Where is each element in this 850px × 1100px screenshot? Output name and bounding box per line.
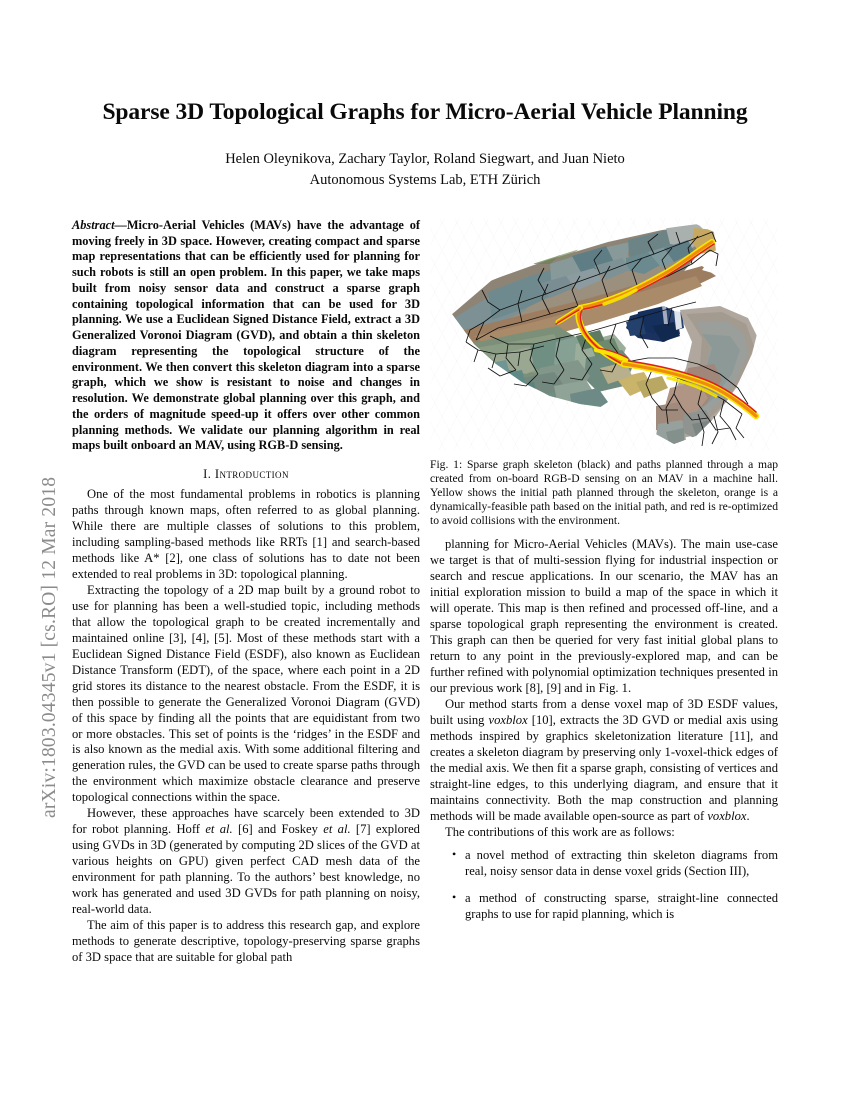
arxiv-stamp-text: arXiv:1803.04345v1 [cs.RO] 12 Mar 2018: [39, 476, 60, 818]
rp2-seg1: Our method starts from a dense voxel map of 3D ESDF values, built using: [430, 697, 778, 728]
list-item: • a novel method of extracting thin skeleton diagrams from real, noisy sensor data in dense voxel grids (Section III),: [452, 848, 778, 880]
arxiv-stamp: [0, 0, 58, 1100]
author-affiliation: Autonomous Systems Lab, ETH Zürich: [309, 172, 541, 189]
contributions-intro: The contributions of this work are as follows:: [445, 824, 675, 839]
intro-paragraph-2: Extracting the topology of a 2D map built by a ground robot to use for planning has been a well-studied topic, including methods that allow the topological graph to be created incrementally and maintained online [3], [4], [5]. Most of these methods start with a Euclidean Signed Distance Field (ESDF), also known as Euclidean Distance Transform (EDT), of the space, where each point in a 2D grid stores its distance to the nearest obstacle. From the ESDF, it is then possible to generate the Generalized Voronoi Diagram (GVD) of this space by finding all the points that are equidistant from two or more obstacles. This set of points is the ‘ridges’ in the ESDF and is also known as the medial axis. With some additional filtering and generation rules, the GVD can be used to create sparse paths through the environment which maximize obstacle clearance and preserve topological connections within the space.: [72, 582, 420, 805]
contributions-list: [430, 848, 778, 923]
par3-italic-1: et al.: [205, 822, 233, 837]
right-paragraph-1: planning for Micro-Aerial Vehicles (MAVs). The main use-case we target is that of multi-session flying for industrial inspection or search and rescue applications. In our scenario, the MAV has an initial exploration mission to build a map of the space in which it will operate. This map is then refined and processed off-line, and a sparse topological graph representing the environment is created. This graph can then be queried for very fast initial global plans to return to any point in the previously-explored map, and can be further refined with polynomial optimization techniques presented in our previous work [8], [9] and in Fig. 1.: [430, 537, 778, 696]
par3-seg2: [6] and Foskey: [232, 822, 324, 837]
abstract-text: Micro-Aerial Vehicles (MAVs) have the advantage of moving freely in 3D space. However, creating compact and sparse map representations that can be efficiently used for planning for such robots is still an open problem. In this paper, we take maps built from noisy sensor data and construct a sparse graph containing topological information that can be used for 3D planning. We use a Euclidean Signed Distance Field, extract a 3D Generalized Voronoi Diagram (GVD), and obtain a thin skeleton diagram representing the topological structure of the environment. We then convert this skeleton diagram into a sparse graph, which we show is resistant to noise and changes in resolution. We demonstrate global planning over this graph, and the orders of magnitude speed-up it offers over other common planning methods. We validate our planning algorithm in real maps built onboard an MAV, using RGB-D sensing.: [72, 218, 420, 453]
column-right: [430, 218, 778, 934]
par3-seg3: [7] explored using GVDs in 3D (generated by computing 2D slices of the GVD at various heights on GPU) given perfect CAD mesh data of the environment for path planning. To the authors’ best knowledge, no work has generated and used 3D GVDs for path planning on noisy, real-world data.: [72, 822, 420, 917]
list-item: • a method of constructing sparse, straight-line connected graphs to use for rapid planning, which is: [452, 891, 778, 923]
rp2-seg2: [10], extracts the 3D GVD or medial axis using methods inspired by graphics skeletonization literature [11], and creates a skeleton diagram by preserving only 1-voxel-thick edges of the medial axis. We then fit a sparse graph, consisting of vertices and straight-line edges, to this underlying diagram, and ensure that it maintains connectivity. Both the map construction and planning methods will be made available open-source as part of: [430, 713, 778, 823]
rp2-seg3: .: [746, 808, 750, 823]
abstract-label: Abstract—: [72, 218, 127, 232]
rp2-italic-2: voxblox: [707, 808, 747, 823]
section-heading-introduction: [72, 467, 420, 483]
rp2-italic-1: voxblox: [488, 713, 528, 728]
intro-paragraph-1: One of the most fundamental problems in robotics is planning paths through known maps, often referred to as global planning. While there are multiple classes of solutions to this problem, including sampling-based methods like RRTs [1] and search-based methods like A* [2], one class of solutions has to date not been extended to real problems in 3D: topological planning.: [72, 486, 420, 581]
right-paragraph-2: [430, 697, 778, 825]
author-names: Helen Oleynikova, Zachary Taylor, Roland Siegwart, and Juan Nieto: [225, 151, 625, 167]
figure-caption: [430, 458, 778, 528]
page-title: Sparse 3D Topological Graphs for Micro-Aerial Vehicle Planning: [102, 99, 748, 125]
intro-paragraph-3: [72, 806, 420, 918]
column-left: [72, 218, 420, 966]
figure-1: [430, 218, 778, 450]
par3-seg1: However, these approaches have scarcely been extended to 3D for robot planning. Hoff: [72, 806, 420, 837]
par3-italic-2: et al.: [323, 822, 351, 837]
intro-paragraph-4: The aim of this paper is to address this research gap, and explore methods to generate descriptive, topology-preserving sparse graphs of 3D space that are suitable for global path: [72, 918, 420, 965]
mesh-surface: [450, 224, 760, 448]
author-block: [72, 149, 778, 191]
abstract-block: [72, 218, 420, 454]
figure-label: Fig. 1:: [430, 458, 463, 471]
section-numeral: I.: [203, 467, 212, 482]
figure-caption-text: Sparse graph skeleton (black) and paths planned through a map created from on-board RGB-D sensing on an MAV in a machine hall. Yellow shows the initial path planned through the skeleton, orange is a dynamically-feasible path based on the initial path, and red is re-optimized to avoid collisions with the environment.: [430, 458, 779, 528]
figure-1-render: [430, 218, 778, 450]
section-title: Introduction: [214, 467, 289, 482]
